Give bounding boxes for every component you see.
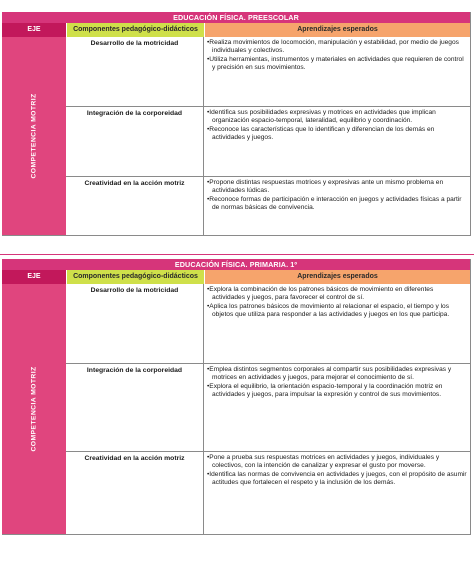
eje-label: COMPETENCIA MOTRIZ [30,366,38,452]
learning-cell [204,284,470,363]
table-body [2,284,470,534]
component-cell: Desarrollo de la motricidad [66,284,204,363]
component-cell: Integración de la corporeidad [66,107,204,176]
table-header [2,270,470,284]
table-row [66,452,470,534]
component-cell: Desarrollo de la motricidad [66,37,204,106]
table-row [66,107,470,177]
learning-cell [204,452,470,534]
header-componentes: Componentes pedagógico-didácticos [66,270,204,284]
learning-item: •Explora la combinación de los patrones básicos de movimiento en diferentes actividades y juegos, para favorecer el control de sí. [207,286,434,302]
table-primaria [2,259,471,535]
learning-cell [204,107,470,176]
table-row [66,177,470,235]
learning-cell [204,37,470,106]
header-componentes: Componentes pedagógico-didácticos [66,23,204,37]
eje-label: COMPETENCIA MOTRIZ [30,93,38,179]
learning-cell [204,177,470,235]
learning-item: •Reconoce las características que lo identifican y diferencian de los demás en actividades y juegos. [207,125,435,142]
learning-item: •Identifica sus posibilidades expresivas y motrices en actividades que implican organización espacio-temporal, lateralidad, equilibrio y coordinación. [207,109,436,125]
header-aprendizajes: Aprendizajes esperados [204,23,470,37]
table-title: EDUCACIÓN FÍSICA. PREESCOLAR [2,12,470,23]
header-aprendizajes: Aprendizajes esperados [204,270,470,284]
learning-item: •Propone distintas respuestas motrices y expresivas ante un mismo problema en actividades lúdicas. [207,179,444,195]
table-header [2,23,470,37]
table-row [66,284,470,364]
learning-item: •Pone a prueba sus respuestas motrices en actividades y juegos, individuales y colectivos, con la intención de canalizar y expresar el gusto por moverse. [207,454,440,470]
component-cell: Creatividad en la acción motriz [66,177,204,235]
eje-column [2,37,66,235]
table-body [2,37,470,235]
component-cell: Integración de la corporeidad [66,364,204,451]
learning-item: •Explora el equilibrio, la orientación espacio-temporal y la coordinación motriz en actividades y juegos, para impulsar la expresión y control de sus movimientos. [207,382,443,399]
learning-item: •Utiliza herramientas, instrumentos y materiales en actividades que requieren de control y precisión en sus movimientos. [207,55,464,72]
learning-item: •Realiza movimientos de locomoción, manipulación y estabilidad, por medio de juegos individuales y colectivos. [207,39,459,55]
header-eje: EJE [2,23,66,37]
learning-item: •Emplea distintos segmentos corporales al compartir sus posibilidades expresivas y motrices en actividades y juegos, para mejorar el conocimiento de sí. [207,366,452,382]
learning-item: •Aplica los patrones básicos de movimiento al relacionar el espacio, el tiempo y los objetos que utiliza para responder a las actividades y juegos en los que participa. [207,302,450,319]
eje-column [2,284,66,534]
table-title: EDUCACIÓN FÍSICA. PRIMARIA. 1º [2,259,470,270]
table-row [66,364,470,452]
table-preescolar [2,12,471,236]
table-row [66,37,470,107]
header-eje: EJE [2,270,66,284]
page-separator [0,254,474,255]
learning-cell [204,364,470,451]
learning-item: •Identifica las normas de convivencia en actividades y juegos, con el propósito de asumir actitudes que fortalecen el respeto y la inclusión de los demás. [207,470,467,487]
learning-item: •Reconoce formas de participación e interacción en juegos y actividades físicas a partir de normas básicas de convivencia. [207,195,462,212]
component-cell: Creatividad en la acción motriz [66,452,204,534]
